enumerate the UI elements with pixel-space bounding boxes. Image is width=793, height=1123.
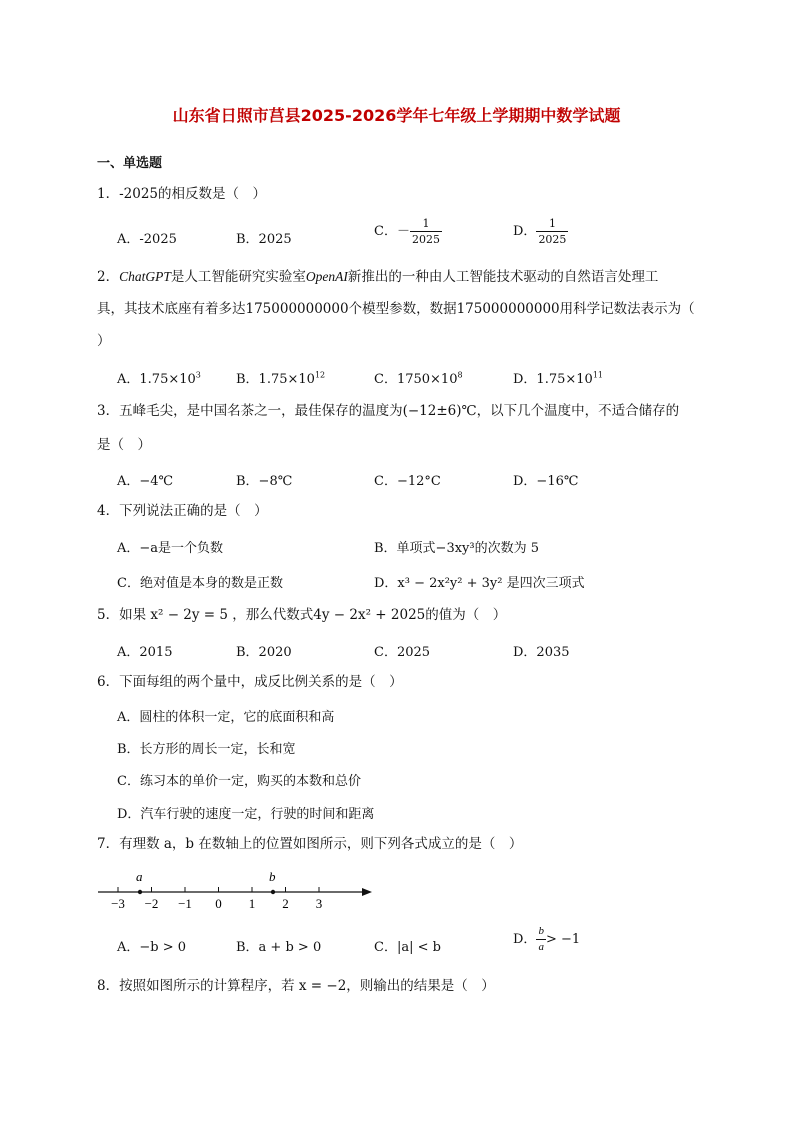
q1-option-d[interactable]: D． $\frac{1}{2025}$ — [513, 217, 567, 246]
q2-option-c[interactable]: C．$1750\times 10^8$ — [374, 370, 463, 387]
exam-title: 山东省日照市莒县2025-2026学年七年级上学期期中数学试题 — [172, 106, 621, 125]
q1-option-a[interactable]: A．-2025 — [117, 232, 177, 247]
q7-d-fraction: $\frac{b}{a}$ — [538, 925, 544, 953]
axis-tick-label: 3 — [315, 896, 323, 911]
q4-option-b[interactable]: B．单项式−3xy³的次数为 5 — [374, 541, 540, 556]
axis-tick-label: 2 — [282, 896, 289, 911]
q6-option-a[interactable]: A．圆柱的体积一定，它的底面积和高 — [117, 710, 335, 725]
axis-tick-label: −3 — [111, 896, 125, 911]
question-8-stem: 8．按照如图所示的计算程序，若 x = −2，则输出的结果是（ ） — [97, 978, 495, 994]
number-line-figure — [96, 866, 376, 912]
q5-option-b[interactable]: B．2020 — [236, 645, 292, 660]
question-2-line-2: 具，其技术底座有着多达175000000000个模型参数，数据175000000000用科学记数法表示为（ — [97, 301, 695, 317]
q3-option-d[interactable]: D．−16℃ — [513, 474, 579, 489]
question-3-line-2: 是（ ） — [97, 437, 151, 453]
q3-option-b[interactable]: B．−8℃ — [236, 474, 293, 489]
q7-option-a[interactable]: A．−b > 0 — [117, 940, 187, 955]
question-5-stem: 5．如果 x² − 2y = 5 ，那么代数式4y − 2x² + 2025的值为（ ） — [97, 607, 507, 623]
q5-option-d[interactable]: D．2035 — [513, 645, 570, 660]
question-2-line-3: ） — [97, 333, 111, 349]
q6-option-b[interactable]: B．长方形的周长一定，长和宽 — [117, 742, 296, 757]
question-4-stem: 4．下列说法正确的是（ ） — [97, 503, 268, 519]
q2-option-b[interactable]: B．$1.75\times 10^{12}$ — [236, 370, 326, 387]
q4-option-c[interactable]: C．绝对值是本身的数是正数 — [117, 576, 283, 591]
q1-option-c[interactable]: C．－ $\frac{1}{2025}$ — [374, 217, 440, 246]
number-line-arrow — [362, 888, 372, 896]
q7-option-b[interactable]: B．a + b > 0 — [236, 940, 322, 955]
q1-d-fraction: $\frac{1}{2025}$ — [538, 217, 567, 246]
axis-tick-label: 1 — [248, 896, 256, 911]
question-2-line-1: 2．ChatGPT是人工智能研究实验室OpenAI新推出的一种由人工智能技术驱动的自然语言处理工 — [97, 269, 659, 285]
q4-option-d[interactable]: D．x³ − 2x²y² + 3y² 是四次三项式 — [374, 576, 585, 591]
q3-option-a[interactable]: A．−4℃ — [117, 474, 174, 489]
point-a-dot — [138, 890, 142, 894]
axis-tick-label: −2 — [144, 896, 159, 911]
question-3-line-1: 3．五峰毛尖，是中国名茶之一，最佳保存的温度为(−12±6)℃，以下几个温度中，不适合储存的 — [97, 403, 680, 419]
q1-option-b[interactable]: B．2025 — [236, 232, 292, 247]
point-b-label: b — [269, 869, 276, 884]
axis-tick-label: −1 — [178, 896, 192, 911]
q2-option-a[interactable]: A．$1.75\times 10^3$ — [117, 370, 201, 387]
q4-option-a[interactable]: A．−a是一个负数 — [117, 541, 224, 556]
point-b-dot — [271, 890, 275, 894]
point-a-label: a — [136, 869, 143, 884]
question-7-stem: 7．有理数 a，b 在数轴上的位置如图所示，则下列各式成立的是（ ） — [97, 836, 523, 852]
q2-option-d[interactable]: D．$1.75\times 10^{11}$ — [513, 370, 603, 387]
q7-option-d[interactable]: D． $\frac{b}{a}$ > −1 — [513, 925, 581, 953]
q5-option-a[interactable]: A．2015 — [117, 645, 173, 660]
question-6-stem: 6．下面每组的两个量中，成反比例关系的是（ ） — [97, 674, 403, 690]
axis-tick-label: 0 — [215, 896, 222, 911]
q6-option-c[interactable]: C．练习本的单价一定，购买的本数和总价 — [117, 774, 361, 789]
q1-c-fraction: $\frac{1}{2025}$ — [411, 217, 440, 246]
q5-option-c[interactable]: C．2025 — [374, 645, 431, 660]
question-1-stem: 1．-2025的相反数是（ ） — [97, 186, 267, 202]
q7-option-c[interactable]: C．|a| < b — [374, 940, 441, 955]
q3-option-c[interactable]: C．−12°C — [374, 474, 441, 489]
section-heading: 一、单选题 — [97, 156, 163, 171]
q6-option-d[interactable]: D．汽车行驶的速度一定，行驶的时间和距离 — [117, 807, 375, 822]
